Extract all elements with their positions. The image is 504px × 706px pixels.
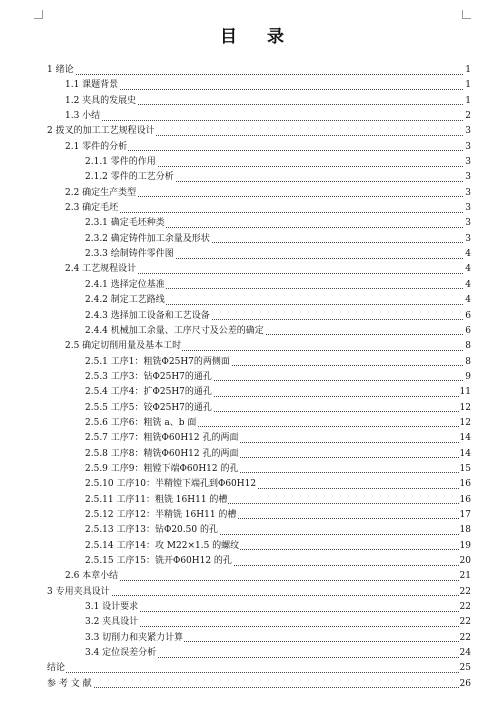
- toc-entry-label: 3 专用夹具设计: [47, 585, 111, 600]
- toc-entry[interactable]: [47, 462, 471, 477]
- dot-leader: [85, 611, 471, 612]
- toc-entry[interactable]: [47, 370, 471, 385]
- toc-entry-page-number: 17: [459, 508, 471, 523]
- toc-entry-label: 2.5.14 工序14：攻 M22×1.5 的螺纹: [85, 539, 240, 554]
- toc-entry-page-number: 14: [459, 431, 471, 446]
- toc-entry-label: 2.5.1 工序1：粗铣Φ25H7的两侧面: [85, 355, 231, 370]
- toc-entry-page-number: 11: [459, 385, 471, 400]
- toc-entry-page-number: 24: [459, 646, 471, 661]
- toc-entry[interactable]: [47, 109, 471, 124]
- toc-entry[interactable]: [47, 431, 471, 446]
- dot-leader: [47, 687, 471, 688]
- toc-entry-label: 3.1 设计要求: [85, 600, 139, 615]
- page-corner-mark-left: [34, 10, 43, 19]
- dot-leader: [65, 120, 471, 121]
- toc-entry-page-number: 2: [464, 109, 471, 124]
- toc-entry-page-number: 26: [459, 677, 471, 692]
- toc-entry-page-number: 3: [464, 124, 471, 139]
- dot-leader: [65, 89, 471, 90]
- toc-entry[interactable]: [47, 661, 471, 676]
- toc-entry-label: 3.4 定位误差分析: [85, 646, 157, 661]
- toc-entry-page-number: 4: [464, 262, 471, 277]
- toc-entry[interactable]: [47, 262, 471, 277]
- toc-entry[interactable]: [47, 677, 471, 692]
- toc-entry-label: 1.2 夹具的发展史: [65, 94, 137, 109]
- toc-entry-page-number: 21: [459, 569, 471, 584]
- toc-entry-page-number: 3: [464, 140, 471, 155]
- dot-leader: [65, 580, 471, 581]
- toc-entry-page-number: 8: [464, 339, 471, 354]
- toc-entry-label: 2.3.2 确定铸件加工余量及形状: [85, 232, 211, 247]
- toc-entry-label: 2.1 零件的分析: [65, 140, 128, 155]
- toc-entry-page-number: 18: [459, 523, 471, 538]
- toc-entry[interactable]: [47, 309, 471, 324]
- toc-entry-label: 2.5.7 工序7：粗铣Φ60H12 孔的两面: [85, 431, 239, 446]
- toc-entry-label: 1 绪论: [47, 63, 75, 78]
- toc-entry-page-number: 4: [464, 293, 471, 308]
- toc-entry[interactable]: [47, 216, 471, 231]
- toc-entry[interactable]: [47, 493, 471, 508]
- toc-entry-label: 2.5.3 工序3：钻Φ25H7的通孔: [85, 370, 213, 385]
- toc-entry[interactable]: [47, 600, 471, 615]
- toc-entry-label: 3.2 夹具设计: [85, 615, 139, 630]
- toc-entry[interactable]: [47, 155, 471, 170]
- toc-entry[interactable]: [47, 355, 471, 370]
- toc-entry-label: 2.4.4 机械加工余量、工序尺寸及公差的确定: [85, 324, 265, 339]
- toc-entry-label: 2.4 工艺规程设计: [65, 262, 137, 277]
- toc-entry-label: 参 考 文 献: [47, 677, 93, 692]
- toc-entry-label: 3.3 切削力和夹紧力计算: [85, 631, 184, 646]
- toc-entry-page-number: 15: [459, 462, 471, 477]
- toc-entry-label: 2.5.6 工序6：粗铣 a、b 面: [85, 416, 197, 431]
- toc-entry-label: 2.1.1 零件的作用: [85, 155, 157, 170]
- toc-title: 目 录: [220, 27, 296, 47]
- toc-entry[interactable]: [47, 186, 471, 201]
- toc-entry[interactable]: [47, 140, 471, 155]
- toc-entry-page-number: 16: [459, 493, 471, 508]
- toc-entry-label: 2.1.2 零件的工艺分析: [85, 170, 175, 185]
- toc-entry-page-number: 4: [464, 247, 471, 262]
- toc-entry[interactable]: [47, 477, 471, 492]
- toc-entry[interactable]: [47, 293, 471, 308]
- toc-entry-page-number: 22: [459, 585, 471, 600]
- dot-leader: [47, 74, 471, 75]
- toc-entry[interactable]: [47, 63, 471, 78]
- toc-entry-label: 2.5.11 工序11：粗铣 16H11 的槽: [85, 493, 228, 508]
- toc-entry[interactable]: [47, 554, 471, 569]
- toc-entry-label: 2.4.2 制定工艺路线: [85, 293, 166, 308]
- toc-entry[interactable]: [47, 569, 471, 584]
- toc-entry-label: 1.1 课题背景: [65, 78, 119, 93]
- toc-entry-page-number: 20: [459, 554, 471, 569]
- toc-entry-label: 结论: [47, 661, 66, 676]
- toc-entry-page-number: 3: [464, 170, 471, 185]
- toc-entry[interactable]: [47, 324, 471, 339]
- toc-entry-page-number: 22: [459, 631, 471, 646]
- toc-entry[interactable]: [47, 416, 471, 431]
- toc-entry-page-number: 1: [464, 63, 471, 78]
- toc-entry[interactable]: [47, 523, 471, 538]
- toc-entry-page-number: 8: [464, 355, 471, 370]
- toc-entry-label: 2.6 本章小结: [65, 569, 119, 584]
- toc-entry-label: 2.3.3 绘制铸件零件图: [85, 247, 175, 262]
- toc-entry[interactable]: [47, 201, 471, 216]
- toc-entry-page-number: 3: [464, 155, 471, 170]
- toc-entry-page-number: 14: [459, 447, 471, 462]
- toc-entry-page-number: 3: [464, 201, 471, 216]
- toc-entry-page-number: 6: [464, 309, 471, 324]
- toc-entry-page-number: 25: [459, 661, 471, 676]
- toc-entry-page-number: 12: [459, 416, 471, 431]
- toc-entry-label: 2.3.1 确定毛坯种类: [85, 216, 166, 231]
- toc-entry-label: 2.2 确定生产类型: [65, 186, 137, 201]
- toc-entry-page-number: 22: [459, 615, 471, 630]
- toc-entry[interactable]: [47, 278, 471, 293]
- toc-entry-page-number: 1: [464, 78, 471, 93]
- toc-entry[interactable]: [47, 94, 471, 109]
- toc-entry-label: 2.5.12 工序12：半精铣 16H11 的槽: [85, 508, 237, 523]
- toc-entry[interactable]: [47, 646, 471, 661]
- toc-entry[interactable]: [47, 247, 471, 262]
- toc-entry-page-number: 6: [464, 324, 471, 339]
- toc-entry-label: 2.5.4 工序4：扩Φ25H7的通孔: [85, 385, 213, 400]
- toc-entry-label: 2.5.9 工序9：粗镗下端Φ60H12 的孔: [85, 462, 239, 477]
- dot-leader: [85, 626, 471, 627]
- toc-entry-label: 2.3 确定毛坯: [65, 201, 119, 216]
- toc-entry[interactable]: [47, 170, 471, 185]
- toc-entry-page-number: 19: [459, 539, 471, 554]
- table-of-contents: [47, 63, 471, 692]
- dot-leader: [47, 595, 471, 596]
- toc-entry[interactable]: [47, 508, 471, 523]
- toc-entry-label: 2.5.10 工序10：半精镗下端孔到Φ60H12: [85, 477, 257, 492]
- toc-entry-label: 2.4.3 选择加工设备和工艺设备: [85, 309, 211, 324]
- dot-leader: [65, 212, 471, 213]
- toc-entry-label: 2.4.1 选择定位基准: [85, 278, 166, 293]
- toc-entry-page-number: 12: [459, 401, 471, 416]
- toc-entry-page-number: 3: [464, 232, 471, 247]
- toc-entry[interactable]: [47, 631, 471, 646]
- toc-entry-page-number: 4: [464, 278, 471, 293]
- toc-entry[interactable]: [47, 124, 471, 139]
- toc-entry-label: 1.3 小结: [65, 109, 101, 124]
- toc-entry-label: 2 拨叉的加工工艺规程设计: [47, 124, 156, 139]
- dot-leader: [47, 672, 471, 673]
- toc-entry-page-number: 3: [464, 216, 471, 231]
- toc-entry[interactable]: [47, 385, 471, 400]
- toc-entry-page-number: 3: [464, 186, 471, 201]
- toc-entry[interactable]: [47, 339, 471, 354]
- toc-entry-page-number: 1: [464, 94, 471, 109]
- toc-entry[interactable]: [47, 585, 471, 600]
- toc-entry[interactable]: [47, 615, 471, 630]
- toc-entry[interactable]: [47, 78, 471, 93]
- toc-entry-page-number: 22: [459, 600, 471, 615]
- toc-entry-label: 2.5 确定切削用量及基本工时: [65, 339, 182, 354]
- page-corner-mark-right: [462, 10, 471, 19]
- toc-entry[interactable]: [47, 232, 471, 247]
- toc-entry[interactable]: [47, 447, 471, 462]
- toc-entry-label: 2.5.5 工序5：铰Φ25H7的通孔: [85, 401, 213, 416]
- toc-entry-label: 2.5.13 工序13：钻Φ20.50 的孔: [85, 523, 219, 538]
- toc-entry-label: 2.5.8 工序8：精铣Φ60H12 孔的两面: [85, 447, 239, 462]
- toc-entry-page-number: 16: [459, 477, 471, 492]
- toc-entry[interactable]: [47, 539, 471, 554]
- toc-entry[interactable]: [47, 401, 471, 416]
- toc-entry-page-number: 9: [464, 370, 471, 385]
- toc-entry-label: 2.5.15 工序15：铣开Φ60H12 的孔: [85, 554, 233, 569]
